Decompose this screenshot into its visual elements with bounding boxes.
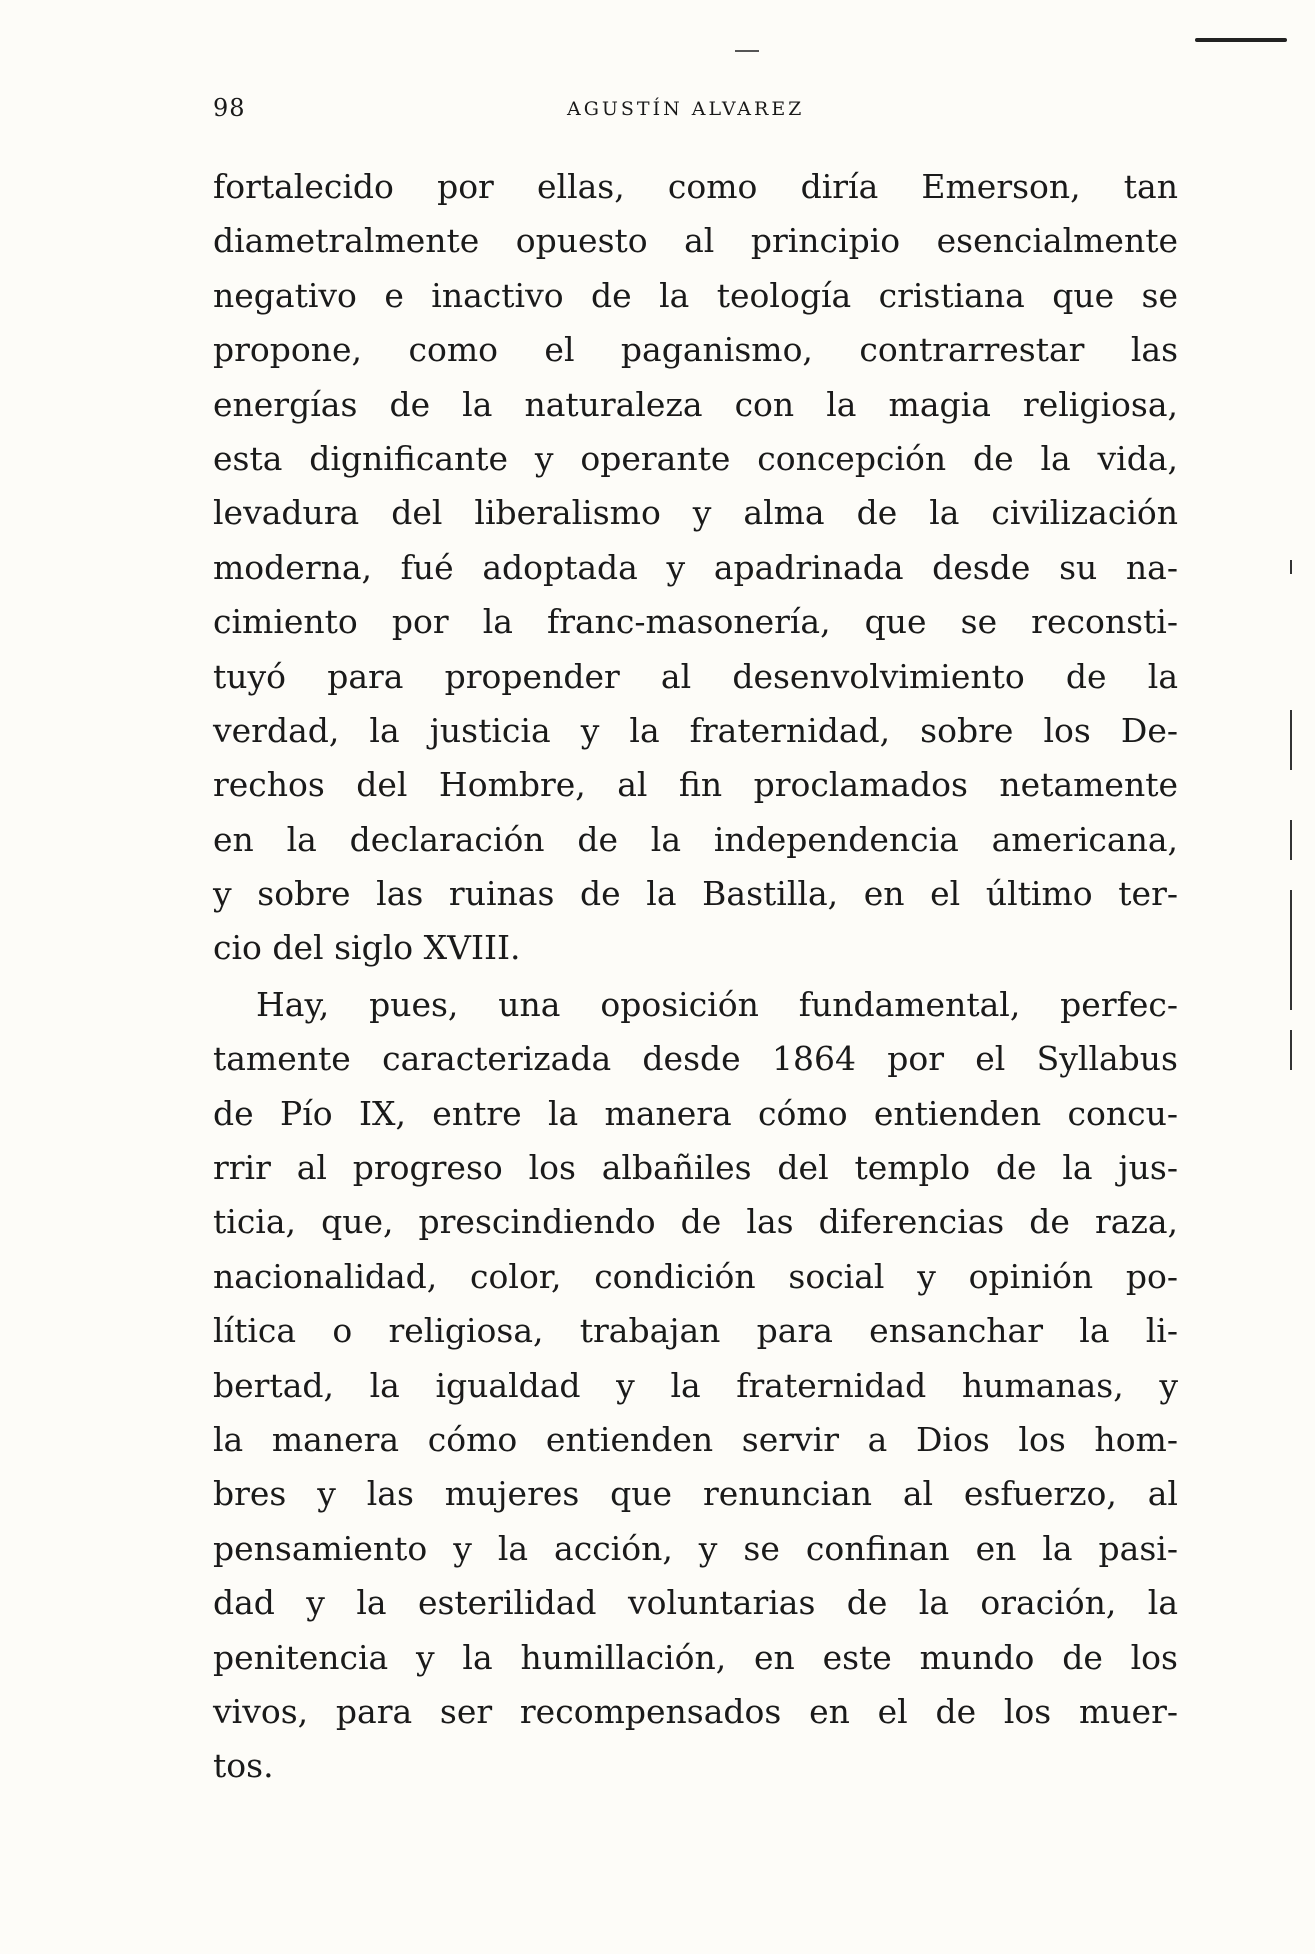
text-line: en la declaración de la independencia americana, [213,819,1178,859]
text-line: pensamiento y la acción, y se confinan en la pasi- [213,1528,1178,1568]
text-line: y sobre las ruinas de la Bastilla, en el último ter- [213,874,1178,914]
text-line: dad y la esterilidad voluntarias de la oración, la [213,1583,1178,1623]
print-mark [735,50,759,52]
margin-scan-marks [1290,560,1294,1080]
text-line: verdad, la justicia y la fraternidad, sobre los De- [213,710,1178,750]
running-head-title: AGUSTÍN ALVAREZ [567,98,805,120]
text-line: tamente caracterizada desde 1864 por el Syllabus [213,1039,1178,1079]
text-line: esta dignificante y operante concepción de la vida, [213,438,1178,478]
text-line: energías de la naturaleza con la magia religiosa, [213,384,1178,424]
text-line: cimiento por la franc-masonería, que se reconsti- [213,602,1178,642]
text-line: propone, como el paganismo, contrarrestar las [213,330,1178,370]
page-number: 98 [213,94,246,122]
text-line: moderna, fué adoptada y apadrinada desde su na- [213,547,1178,587]
paragraph-2 [213,978,1178,1794]
text-line: diametralmente opuesto al principio esencialmente [213,221,1178,261]
running-head [0,94,1315,124]
text-line: rrir al progreso los albañiles del templo de la jus- [213,1148,1178,1188]
text-line: bertad, la igualdad y la fraternidad humanas, y [213,1365,1178,1405]
text-line: ticia, que, prescindiendo de las diferencias de raza, [213,1202,1178,1242]
text-line: tos. [213,1746,274,1786]
text-line: negativo e inactivo de la teología cristiana que se [213,275,1178,315]
paragraph-1 [213,160,1178,976]
text-line: rechos del Hombre, al fin proclamados netamente [213,765,1178,805]
text-line: levadura del liberalismo y alma de la civilización [213,493,1178,533]
text-line: penitencia y la humillación, en este mundo de los [213,1637,1178,1677]
text-line: bres y las mujeres que renuncian al esfuerzo, al [213,1474,1178,1514]
text-line: lítica o religiosa, trabajan para ensanchar la li- [213,1311,1178,1351]
top-edge-rule [1195,38,1287,42]
text-line: cio del siglo XVIII. [213,928,521,968]
text-line: Hay, pues, una oposición fundamental, perfec- [256,984,1178,1024]
text-line: de Pío IX, entre la manera cómo entienden concu- [213,1093,1178,1133]
text-line: nacionalidad, color, condición social y opinión po- [213,1256,1178,1296]
text-line: fortalecido por ellas, como diría Emerson, tan [213,167,1178,206]
text-line: la manera cómo entienden servir a Dios los hom- [213,1419,1178,1459]
text-line: tuyó para propender al desenvolvimiento de la [213,656,1178,696]
text-line: vivos, para ser recompensados en el de los muer- [213,1691,1178,1731]
body-text [213,160,1178,1794]
